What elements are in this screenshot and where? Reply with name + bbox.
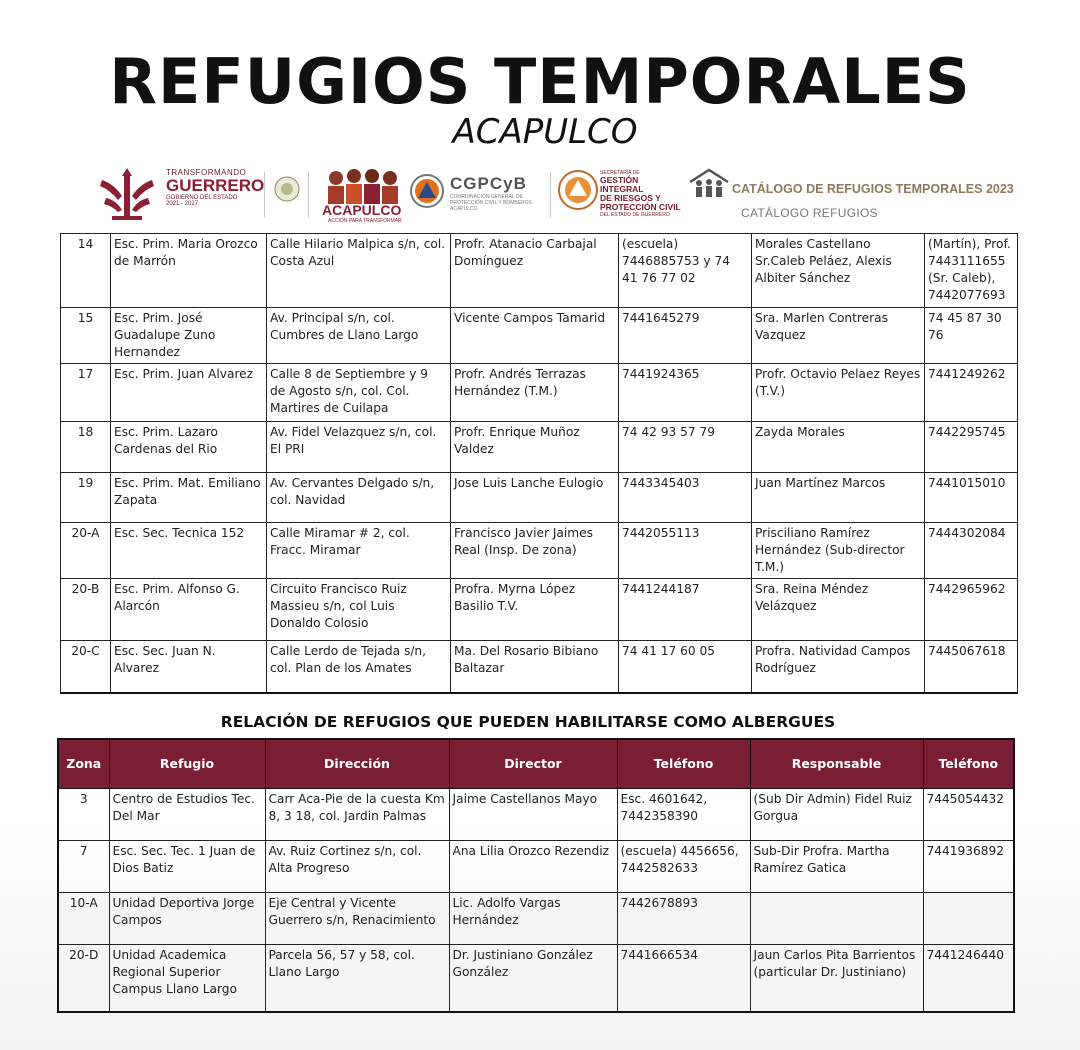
- table-row: [58, 788, 1014, 840]
- page-subtitle: ACAPULCO: [452, 112, 638, 152]
- table-cell: Esc. Prim. José Guadalupe Zuno Hernandez: [111, 308, 267, 364]
- table-cell: 74 41 17 60 05: [619, 641, 752, 693]
- table-cell: Esc. Prim. Mat. Emiliano Zapata: [111, 473, 267, 523]
- table-cell: Juan Martínez Marcos: [752, 473, 925, 523]
- sgirpc-logo-line3: PROTECCIÓN CIVIL: [600, 202, 681, 212]
- table-row: [61, 308, 1018, 364]
- table-cell: Jose Luis Lanche Eulogio: [451, 473, 619, 523]
- table-cell: Esc. Prim. Maria Orozco de Marrón: [111, 234, 267, 308]
- column-header: Teléfono: [923, 739, 1014, 788]
- table-cell: 7443345403: [619, 473, 752, 523]
- table-cell: 7441244187: [619, 579, 752, 641]
- albergues-header-row: [58, 739, 1014, 788]
- table-cell: Esc. Prim. Lazaro Cardenas del Rio: [111, 422, 267, 473]
- table-cell: Av. Ruiz Cortinez s/n, col. Alta Progreso: [265, 840, 449, 892]
- table-cell: 10-A: [58, 892, 109, 944]
- cgpcyb-logo-big: CGPCyB: [450, 174, 527, 193]
- albergues-section-title: RELACIÓN DE REFUGIOS QUE PUEDEN HABILITARSE COMO ALBERGUES: [220, 713, 836, 731]
- sgirpc-logo-small: SECRETARÍA DE: [600, 170, 640, 176]
- table-cell: Sra. Reina Méndez Velázquez: [752, 579, 925, 641]
- table-row: [61, 579, 1018, 641]
- page-title: REFUGIOS TEMPORALES: [109, 45, 971, 118]
- table-row: [61, 364, 1018, 422]
- table-cell: (escuela) 4456656, 7442582633: [617, 840, 750, 892]
- table-cell: 20-D: [58, 944, 109, 1012]
- column-header: Zona: [58, 739, 109, 788]
- table-cell: Jaime Castellanos Mayo: [449, 788, 617, 840]
- table-cell: Calle Miramar # 2, col. Fracc. Miramar: [267, 523, 451, 579]
- table-cell: 7442295745: [925, 422, 1018, 473]
- table-cell: Calle Lerdo de Tejada s/n, col. Plan de los Amates: [267, 641, 451, 693]
- sgirpc-logo-line2: DE RIESGOS Y: [600, 193, 661, 203]
- table-cell: Esc. Sec. Juan N. Alvarez: [111, 641, 267, 693]
- risk-management-icon: [558, 170, 598, 210]
- table-row: [61, 422, 1018, 473]
- table-cell: (Martín), Prof. 7443111655 (Sr. Caleb), 7442077693: [925, 234, 1018, 308]
- acapulco-logo-sub: ACCIÓN PARA TRANSFORMAR: [328, 218, 402, 224]
- table-cell: 20-B: [61, 579, 111, 641]
- sgirpc-logo-sub: DEL ESTADO DE GUERRERO: [600, 212, 670, 218]
- table-cell: Unidad Deportiva Jorge Campos: [109, 892, 265, 944]
- guerrero-logo-text: [166, 168, 265, 207]
- table-cell: 15: [61, 308, 111, 364]
- table-cell: 20-C: [61, 641, 111, 693]
- table-cell: 19: [61, 473, 111, 523]
- table-cell: 7445054432: [923, 788, 1014, 840]
- table-cell: Calle Hilario Malpica s/n, col. Costa Azul: [267, 234, 451, 308]
- guerrero-logo-small: TRANSFORMANDO: [166, 168, 247, 177]
- table-cell: Esc. Sec. Tecnica 152: [111, 523, 267, 579]
- table-cell: Prisciliano Ramírez Hernández (Sub-director T.M.): [752, 523, 925, 579]
- table-row: [58, 840, 1014, 892]
- table-cell: Jaun Carlos Pita Barrientos (particular Dr. Justiniano): [750, 944, 923, 1012]
- logo-divider: [308, 172, 309, 218]
- table-cell: 7441015010: [925, 473, 1018, 523]
- table-cell: Av. Fidel Velazquez s/n, col. El PRI: [267, 422, 451, 473]
- table-cell: Ana Lilia Orozco Rezendiz: [449, 840, 617, 892]
- table-cell: Morales Castellano Sr.Caleb Peláez, Alexis Albiter Sánchez: [752, 234, 925, 308]
- table-cell: Circuito Francisco Ruiz Massieu s/n, col Luis Donaldo Colosio: [267, 579, 451, 641]
- table-cell: 7: [58, 840, 109, 892]
- table-cell: Centro de Estudios Tec. Del Mar: [109, 788, 265, 840]
- table-cell: Parcela 56, 57 y 58, col. Llano Largo: [265, 944, 449, 1012]
- albergues-table: [57, 738, 1015, 1013]
- guerrero-logo-sub1: GOBIERNO DEL ESTADO: [166, 195, 238, 201]
- logo-divider: [550, 172, 551, 218]
- table-cell: 7441666534: [617, 944, 750, 1012]
- acapulco-logo-text: ACAPULCO: [322, 202, 402, 218]
- table-cell: Profra. Natividad Campos Rodríguez: [752, 641, 925, 693]
- table-cell: 7442678893: [617, 892, 750, 944]
- table-cell: 7444302084: [925, 523, 1018, 579]
- refugios-table: [60, 233, 1018, 694]
- column-header: Refugio: [109, 739, 265, 788]
- table-cell: 20-A: [61, 523, 111, 579]
- catalog-logo-sub: CATÁLOGO REFUGIOS: [741, 206, 878, 220]
- table-cell: 7441645279: [619, 308, 752, 364]
- table-cell: Profr. Enrique Muñoz Valdez: [451, 422, 619, 473]
- table-cell: 7441924365: [619, 364, 752, 422]
- table-cell: Unidad Academica Regional Superior Campus Llano Largo: [109, 944, 265, 1012]
- table-cell: Esc. 4601642, 7442358390: [617, 788, 750, 840]
- table-cell: (escuela) 7446885753 y 74 41 76 77 02: [619, 234, 752, 308]
- table-cell: Profr. Atanacio Carbajal Domínguez: [451, 234, 619, 308]
- table-cell: Av. Principal s/n, col. Cumbres de Llano Largo: [267, 308, 451, 364]
- sgirpc-logo-text: [600, 170, 682, 218]
- table-cell: (Sub Dir Admin) Fidel Ruiz Gorgua: [750, 788, 923, 840]
- table-cell: 74 42 93 57 79: [619, 422, 752, 473]
- table-cell: 7445067618: [925, 641, 1018, 693]
- column-header: Responsable: [750, 739, 923, 788]
- municipal-seal-icon: [274, 176, 300, 202]
- logo-strip: [0, 162, 1080, 232]
- table-cell: Francisco Javier Jaimes Real (Insp. De zona): [451, 523, 619, 579]
- table-cell: Sra. Marlen Contreras Vazquez: [752, 308, 925, 364]
- guerrero-logo-big: GUERRERO: [166, 176, 265, 195]
- table-cell: Esc. Prim. Alfonso G. Alarcón: [111, 579, 267, 641]
- table-cell: Dr. Justiniano González González: [449, 944, 617, 1012]
- table-cell: Profra. Myrna López Basilio T.V.: [451, 579, 619, 641]
- table-cell: Lic. Adolfo Vargas Hernández: [449, 892, 617, 944]
- refugios-table-body: [61, 234, 1018, 693]
- table-cell: 18: [61, 422, 111, 473]
- column-header: Dirección: [265, 739, 449, 788]
- logo-divider: [264, 172, 265, 218]
- table-cell: Ma. Del Rosario Bibiano Baltazar: [451, 641, 619, 693]
- table-cell: 7441936892: [923, 840, 1014, 892]
- sgirpc-logo-line1: GESTIÓN INTEGRAL: [600, 175, 644, 194]
- table-cell: 7441246440: [923, 944, 1014, 1012]
- acapulco-people-icon: [318, 166, 406, 206]
- table-cell: Calle 8 de Septiembre y 9 de Agosto s/n, col. Col. Martires de Cuilapa: [267, 364, 451, 422]
- table-row: [61, 641, 1018, 693]
- table-cell: Eje Central y Vicente Guerrero s/n, Renacimiento: [265, 892, 449, 944]
- table-cell: 3: [58, 788, 109, 840]
- table-cell: 7441249262: [925, 364, 1018, 422]
- table-cell: Profr. Andrés Terrazas Hernández (T.M.): [451, 364, 619, 422]
- table-cell: 74 45 87 30 76: [925, 308, 1018, 364]
- guerrero-emblem-icon: [96, 166, 158, 222]
- column-header: Director: [449, 739, 617, 788]
- cgpcyb-logo-small: COORDINACIÓN GENERAL DE PROTECCIÓN CIVIL Y BOMBEROS ACAPULCO: [450, 194, 532, 212]
- table-row: [58, 892, 1014, 944]
- table-cell: Carr Aca-Pie de la cuesta Km 8, 3 18, col. Jardin Palmas: [265, 788, 449, 840]
- table-cell: Esc. Prim. Juan Alvarez: [111, 364, 267, 422]
- table-row: [61, 234, 1018, 308]
- table-cell: Zayda Morales: [752, 422, 925, 473]
- table-cell: [750, 892, 923, 944]
- albergues-table-body: [58, 788, 1014, 1012]
- table-cell: Sub-Dir Profra. Martha Ramírez Gatica: [750, 840, 923, 892]
- table-cell: [923, 892, 1014, 944]
- table-row: [61, 473, 1018, 523]
- table-cell: Av. Cervantes Delgado s/n, col. Navidad: [267, 473, 451, 523]
- table-row: [61, 523, 1018, 579]
- guerrero-logo-sub2: 2021 - 2027: [166, 201, 199, 207]
- table-cell: 17: [61, 364, 111, 422]
- table-cell: Vicente Campos Tamarid: [451, 308, 619, 364]
- table-row: [58, 944, 1014, 1012]
- catalog-logo-title: CATÁLOGO DE REFUGIOS TEMPORALES 2023: [732, 182, 1014, 196]
- civil-protection-icon: [410, 174, 444, 208]
- column-header: Teléfono: [617, 739, 750, 788]
- table-cell: 7442055113: [619, 523, 752, 579]
- table-cell: Esc. Sec. Tec. 1 Juan de Dios Batiz: [109, 840, 265, 892]
- shelter-house-icon: [688, 168, 730, 198]
- cgpcyb-logo-text: [450, 174, 540, 212]
- table-cell: 7442965962: [925, 579, 1018, 641]
- table-cell: 14: [61, 234, 111, 308]
- table-cell: Profr. Octavio Pelaez Reyes (T.V.): [752, 364, 925, 422]
